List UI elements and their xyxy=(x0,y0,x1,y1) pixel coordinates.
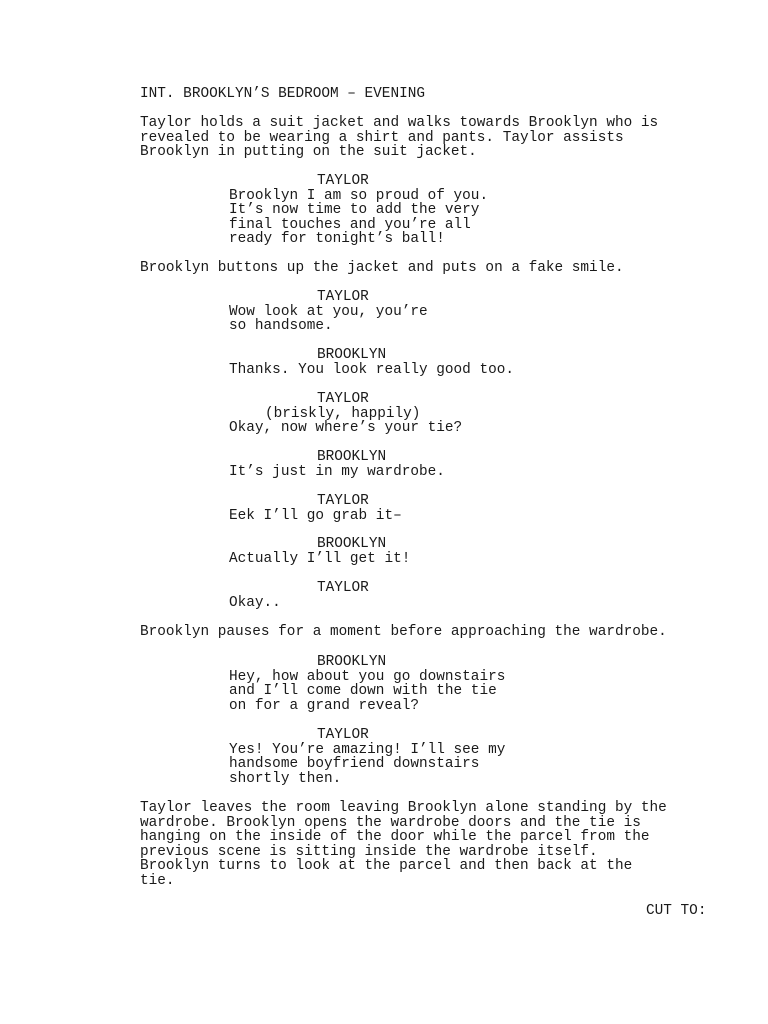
action-line: Brooklyn buttons up the jacket and puts on a fake smile. xyxy=(140,260,624,276)
transition: CUT TO: xyxy=(646,903,707,919)
action-line: Brooklyn in putting on the suit jacket. xyxy=(140,144,477,160)
character-cue: TAYLOR xyxy=(317,493,369,509)
dialogue-line: Actually I’ll get it! xyxy=(229,550,411,567)
dialogue-line: Yes! You’re amazing! I’ll see my xyxy=(229,741,506,758)
action-line: tie. xyxy=(140,872,175,889)
dialogue-line: final touches and you’re all xyxy=(229,216,471,233)
dialogue-line: so handsome. xyxy=(229,318,333,334)
character-cue: TAYLOR xyxy=(317,173,369,189)
character-cue: TAYLOR xyxy=(317,289,369,305)
dialogue-line: Brooklyn I am so proud of you. xyxy=(229,187,489,204)
character-cue: BROOKLYN xyxy=(317,654,387,670)
dialogue-line: Hey, how about you go downstairs xyxy=(229,668,506,685)
dialogue-line: It’s now time to add the very xyxy=(229,202,480,218)
action-line: wardrobe. Brooklyn opens the wardrobe doors and the tie is xyxy=(140,814,641,831)
character-cue: TAYLOR xyxy=(317,580,369,596)
action-line: Taylor holds a suit jacket and walks towards Brooklyn who is xyxy=(140,115,659,131)
character-cue: BROOKLYN xyxy=(317,449,387,465)
dialogue-line: Okay, now where’s your tie? xyxy=(229,420,463,436)
dialogue-line: ready for tonight’s ball! xyxy=(229,231,445,247)
action-line: Taylor leaves the room leaving Brooklyn alone standing by the xyxy=(140,800,667,816)
dialogue-line: handsome boyfriend downstairs xyxy=(229,756,480,772)
character-cue: BROOKLYN xyxy=(317,347,387,363)
action-line: Brooklyn turns to look at the parcel and then back at the xyxy=(140,858,633,874)
dialogue-line: shortly then. xyxy=(229,770,342,787)
character-cue: TAYLOR xyxy=(317,727,369,743)
scene-heading: INT. BROOKLYN’S BEDROOM – EVENING xyxy=(140,86,425,102)
action-line: Brooklyn pauses for a moment before approaching the wardrobe. xyxy=(140,624,667,640)
dialogue-line: Thanks. You look really good too. xyxy=(229,361,514,378)
character-cue: TAYLOR xyxy=(317,391,369,407)
character-cue: BROOKLYN xyxy=(317,536,387,552)
dialogue-line: Eek I’ll go grab it– xyxy=(229,507,402,524)
action-line: hanging on the inside of the door while the parcel from the xyxy=(140,829,650,845)
dialogue-line: and I’ll come down with the tie xyxy=(229,683,497,699)
dialogue-line: Okay.. xyxy=(229,594,281,611)
dialogue-line: Wow look at you, you’re xyxy=(229,303,428,320)
action-line: previous scene is sitting inside the wardrobe itself. xyxy=(140,843,598,860)
dialogue-line: It’s just in my wardrobe. xyxy=(229,463,445,480)
dialogue-line: on for a grand reveal? xyxy=(229,697,419,714)
action-line: revealed to be wearing a shirt and pants. Taylor assists xyxy=(140,129,624,146)
parenthetical: (briskly, happily) xyxy=(265,405,421,422)
